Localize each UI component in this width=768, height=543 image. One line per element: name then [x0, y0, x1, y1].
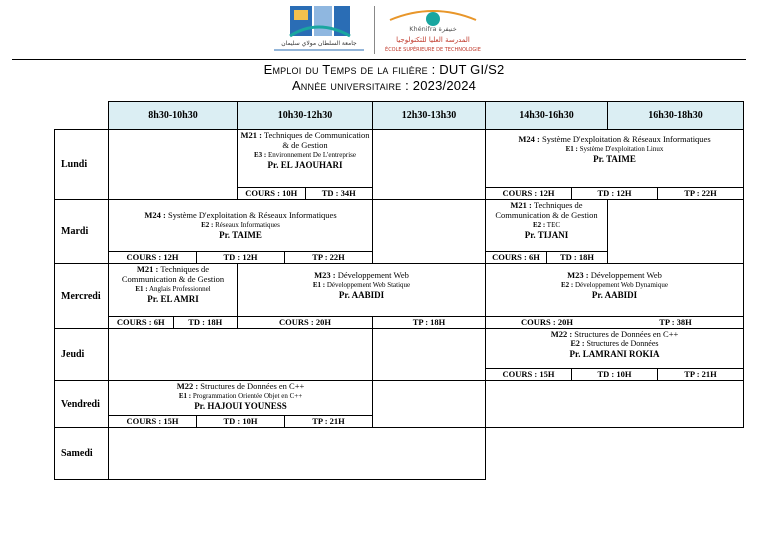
logo-right-fr: ÉCOLE SUPÉRIEURE DE TECHNOLOGIE: [385, 47, 481, 53]
professor: Pr. TIJANI: [524, 230, 569, 240]
day-label: Samedi: [55, 428, 109, 480]
hours-bar: COURS : 12H TD : 12H TP : 22H: [109, 251, 372, 263]
hours-bar: COURS : 15H TD : 10H TP : 21H: [109, 415, 372, 427]
professor: Pr. TAIME: [219, 230, 262, 240]
timetable-header-row: [55, 102, 744, 130]
day-label: Mercredi: [55, 264, 109, 329]
professor: Pr. EL JAOUHARI: [267, 160, 343, 170]
row-mercredi: [55, 264, 744, 329]
col-header-5: 16h30-18h30: [608, 102, 744, 130]
module-title: M21 : Techniques de Communication & de Gestion: [495, 200, 598, 220]
col-header-2: 10h30-12h30: [238, 102, 373, 130]
col-header-4: 14h30-16h30: [486, 102, 608, 130]
day-label: Lundi: [55, 130, 109, 200]
university-logo-icon: [268, 4, 370, 56]
professor: Pr. EL AMRI: [147, 294, 199, 304]
header-rule: [12, 59, 746, 60]
logo-separator: [374, 6, 375, 54]
logo-left-caption: جامعة السلطان مولاي سليمان: [281, 40, 357, 47]
row-vendredi: [55, 381, 744, 428]
professor: Pr. AABIDI: [591, 290, 638, 300]
professor: Pr. HAJOUI YOUNESS: [194, 401, 287, 411]
university-logo: [268, 4, 370, 56]
row-samedi: [55, 428, 744, 480]
col-header-3: 12h30-13h30: [373, 102, 486, 130]
module-title: M21 : Techniques de Communication & de Gestion: [121, 264, 225, 284]
hours-bar: COURS : 6H TD : 18H: [486, 251, 607, 263]
day-label: Jeudi: [55, 329, 109, 381]
empty-cell: [109, 130, 238, 200]
professor: Pr. TAIME: [593, 154, 636, 164]
session-cell: [109, 381, 373, 428]
corner-cell: [55, 102, 109, 130]
element-title: E1 : Anglais Professionnel: [135, 285, 211, 293]
module-title: M21 : Techniques de Communication & de Gestion: [240, 130, 370, 150]
hours-bar: COURS : 10H TD : 34H: [238, 187, 372, 199]
module-title: M22 : Structures de Données en C++: [550, 329, 679, 339]
empty-cell: [373, 130, 486, 200]
logo-right-ar: المدرسة العليا للتكنولوجيا: [396, 36, 470, 44]
session-cell: [238, 264, 486, 329]
session-cell: [109, 264, 238, 329]
element-title: E3 : Environnement De L'entreprise: [254, 151, 356, 159]
empty-cell: [109, 428, 486, 480]
session-cell: [486, 264, 744, 329]
session-cell: [486, 200, 608, 264]
element-title: E2 : TEC: [532, 221, 561, 229]
module-title: M23 : Développement Web: [567, 270, 662, 280]
professor: Pr. AABIDI: [338, 290, 385, 300]
session-cell: [109, 200, 373, 264]
module-title: M23 : Développement Web: [314, 270, 409, 280]
timetable: [54, 101, 744, 480]
page-subtitle: Année universitaire : 2023/2024: [291, 78, 477, 93]
element-title: E2 : Réseaux Informatiques: [201, 221, 280, 229]
module-title: M22 : Structures de Données en C++: [176, 381, 305, 391]
empty-cell: [109, 329, 373, 381]
empty-cell: [373, 329, 486, 381]
module-title: M24 : Système D'exploitation & Réseaux Informatiques: [518, 134, 711, 144]
element-title: E1 : Programmation Orientée Objet en C++: [178, 392, 303, 400]
empty-cell: [373, 381, 486, 428]
empty-cell: [373, 200, 486, 264]
outside-cell: [486, 428, 744, 480]
empty-cell: [486, 381, 744, 428]
session-cell: [238, 130, 373, 200]
row-mardi: [55, 200, 744, 264]
hours-bar: COURS : 20H TP : 38H: [486, 316, 743, 328]
element-title: E2 : Développement Web Dynamique: [560, 281, 668, 289]
hours-bar: COURS : 6H TD : 18H: [109, 316, 237, 328]
professor: Pr. LAMRANI ROKIA: [569, 349, 660, 359]
page-header: [0, 0, 768, 60]
element-title: E2 : Structures de Données: [570, 339, 659, 348]
page-title: Emploi du Temps de la filière : DUT GI/S2: [263, 62, 505, 77]
day-label: Vendredi: [55, 381, 109, 428]
element-title: E1 : Système D'exploitation Linux: [565, 145, 664, 153]
element-title: E1 : Développement Web Statique: [312, 281, 411, 289]
logo-right-top: Khénifra خنيفرة: [409, 25, 457, 33]
school-logo: [378, 4, 488, 56]
hours-bar: COURS : 12H TD : 12H TP : 22H: [486, 187, 743, 199]
day-label: Mardi: [55, 200, 109, 264]
school-logo-icon: [378, 4, 488, 56]
session-cell: [486, 329, 744, 381]
row-jeudi: [55, 329, 744, 381]
hours-bar: COURS : 15H TD : 10H TP : 21H: [486, 368, 743, 380]
session-cell: [486, 130, 744, 200]
hours-bar: COURS : 20H TP : 18H: [238, 316, 485, 328]
module-title: M24 : Système D'exploitation & Réseaux Informatiques: [144, 210, 337, 220]
empty-cell: [608, 200, 744, 264]
col-header-1: 8h30-10h30: [109, 102, 238, 130]
row-lundi: [55, 130, 744, 200]
